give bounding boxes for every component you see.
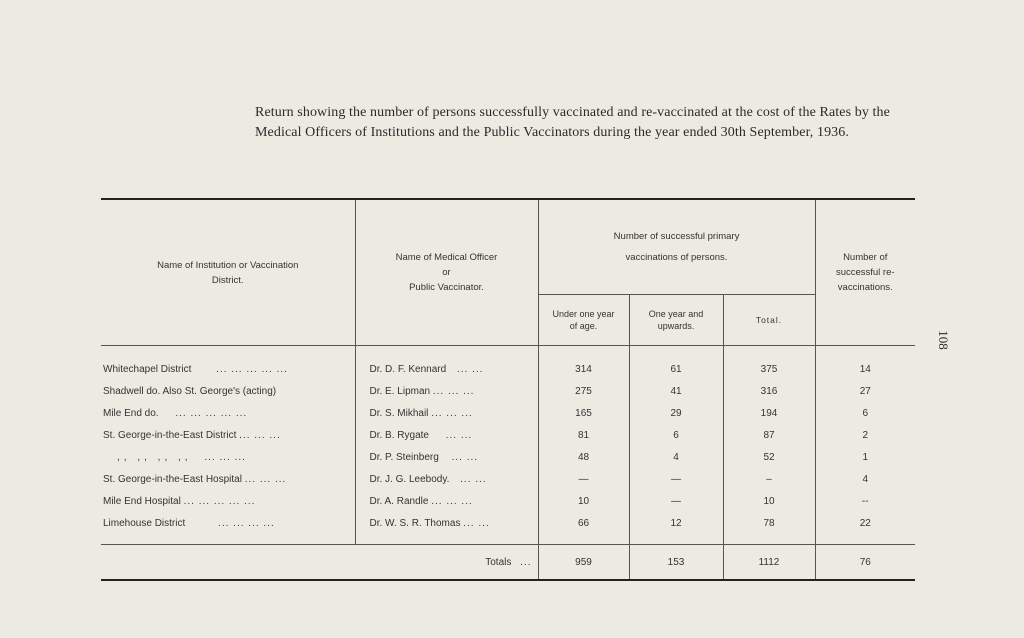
officer-cell: Dr. E. Lipman ... ... ... (355, 380, 538, 402)
district-cell: Mile End Hospital ... ... ... ... ... (103, 495, 256, 507)
district-cell: Limehouse District ... ... ... ... (103, 517, 275, 529)
header-one-year-upwards: One year and upwards. (629, 295, 723, 346)
district-cell: Mile End do. ... ... ... ... ... (103, 407, 248, 419)
totals-total: 1112 (723, 545, 815, 581)
officer-cell: Dr. P. Steinberg ... ... (355, 446, 538, 468)
upwards-cell: 61 (629, 346, 723, 381)
header-total: Total. (723, 295, 815, 346)
intro-paragraph: Return showing the number of persons successfully vaccinated and re-vaccinated at the cost of the Rates by the Medical Officers of Institutions and the Public Vaccinators during the year ended 30th September, 1936. (255, 105, 890, 140)
officer-cell: Dr. W. S. R. Thomas ... ... (355, 512, 538, 545)
total-cell: 316 (723, 380, 815, 402)
under-one-cell: 48 (538, 446, 629, 468)
district-cell: St. George-in-the-East Hospital ... ... ... (103, 473, 287, 485)
officer-cell: Dr. J. G. Leebody. ... ... (355, 468, 538, 490)
table-row (101, 446, 915, 468)
upwards-cell: — (629, 468, 723, 490)
header-officer-line1: Name of Medical Officer (395, 252, 498, 263)
under-one-cell: — (538, 468, 629, 490)
upwards-cell: — (629, 490, 723, 512)
table-row (101, 346, 915, 381)
totals-label-cell: Totals ... (355, 545, 538, 581)
vaccination-return-table (101, 198, 915, 581)
header-row (101, 200, 915, 295)
revacc-cell: 2 (815, 424, 915, 446)
header-primary-line2: vaccinations of persons. (625, 252, 728, 263)
total-cell: 375 (723, 346, 815, 381)
revacc-cell: 6 (815, 402, 915, 424)
officer-cell: Dr. D. F. Kennard ... ... (355, 346, 538, 381)
table-row (101, 380, 915, 402)
under-one-cell: 165 (538, 402, 629, 424)
header-officer (355, 200, 538, 346)
officer-cell: Dr. S. Mikhail ... ... ... (355, 402, 538, 424)
under-one-cell: 275 (538, 380, 629, 402)
totals-revacc: 76 (815, 545, 915, 581)
upwards-cell: 4 (629, 446, 723, 468)
table-row (101, 424, 915, 446)
upwards-cell: 41 (629, 380, 723, 402)
totals-upwards: 153 (629, 545, 723, 581)
under-one-cell: 81 (538, 424, 629, 446)
totals-row (101, 545, 915, 581)
total-cell: – (723, 468, 815, 490)
total-cell: 52 (723, 446, 815, 468)
district-cell: St. George-in-the-East District ... ... ... (103, 429, 281, 441)
header-officer-line3: Public Vaccinator. (409, 282, 484, 293)
header-revaccinations: Number of successful re-vaccinations. (815, 200, 915, 346)
revacc-cell: 1 (815, 446, 915, 468)
officer-cell: Dr. A. Randle ... ... ... (355, 490, 538, 512)
revacc-cell: 27 (815, 380, 915, 402)
total-cell: 194 (723, 402, 815, 424)
revacc-cell: -- (815, 490, 915, 512)
upwards-cell: 12 (629, 512, 723, 545)
district-cell: Whitechapel District ... ... ... ... ... (103, 363, 288, 375)
table-row (101, 402, 915, 424)
header-officer-line2: or (442, 267, 451, 278)
upwards-cell: 29 (629, 402, 723, 424)
upwards-cell: 6 (629, 424, 723, 446)
page-number: 108 (935, 330, 951, 350)
total-cell: 78 (723, 512, 815, 545)
header-primary (538, 200, 815, 295)
table-row (101, 490, 915, 512)
revacc-cell: 22 (815, 512, 915, 545)
district-cell: Shadwell do. Also St. George's (acting) (103, 385, 277, 397)
total-cell: 87 (723, 424, 815, 446)
totals-under-one: 959 (538, 545, 629, 581)
header-institution: Name of Institution or Vaccination District. (101, 200, 355, 346)
header-primary-line1: Number of successful primary (613, 231, 740, 242)
revacc-cell: 4 (815, 468, 915, 490)
total-cell: 10 (723, 490, 815, 512)
under-one-cell: 314 (538, 346, 629, 381)
district-cell: ,, ,, ,, ,, ... ... ... (117, 451, 246, 463)
header-under-one-year: Under one year of age. (538, 295, 629, 346)
under-one-cell: 66 (538, 512, 629, 545)
under-one-cell: 10 (538, 490, 629, 512)
revacc-cell: 14 (815, 346, 915, 381)
table-row (101, 468, 915, 490)
officer-cell: Dr. B. Rygate ... ... (355, 424, 538, 446)
table-row (101, 512, 915, 545)
